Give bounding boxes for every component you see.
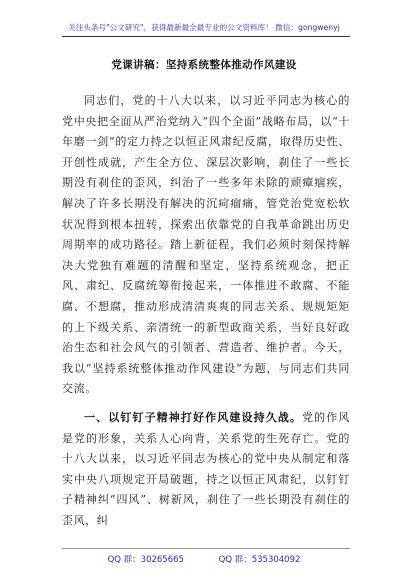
section-text: 党的作风是党的形象，关系人心向背，关系党的生死存亡。党的十八大以来，以习近平同志为核心的党中央从制定和落实中央八项规定开局破题，持之以恒正风肃纪，以钉钉子精神纠“四风”、树新风，刹住了一些长期没有刹住的歪风，纠 — [62, 410, 350, 527]
header-note: 关注头条号"公文研究"，获得最新最全最专业的公文资料库！ 微信：gongwenyj — [68, 23, 340, 32]
body-paragraph: 同志们，党的十八大以来，以习近平同志为核心的党中央把全面从严治党纳入“四个全面”战略布局，以“十年磨一剑”的定力持之以恒正风肃纪反腐，取得历史性、开创性成就，产生全方位、深层次影响，刹住了一些长期没有刹住的歪风，纠治了一些多年未除的顽瘴痼疾，解决了许多长期没有解决的沉疴瘤痛，管党治党宽松软状况得到根本扭转，探索出依靠党的自我革命跳出历史周期率的成功路径。踏上新征程，我们必须时刻保持解决大党独有难题的清醒和坚定，坚持系统观念，把正风、肃纪、反腐统筹衔接起来，一体推进不敢腐、不能腐、不想腐，推动形成清清爽爽的同志关系、规规矩矩的上下级关系、亲清统一的新型政商关系，当好良好政治生态和社会风气的引领者、营造者、维护者。今天，我以“坚持系统整体推动作风建设”为题，与同志们共同交流。 — [62, 94, 350, 396]
footer-divider — [62, 548, 350, 549]
document-title: 党课讲稿：坚持系统整体推动作风建设 — [111, 59, 297, 71]
header-divider — [62, 36, 350, 37]
footer-qq-group-1: QQ 群：30265665 — [107, 555, 184, 565]
section-paragraph — [62, 408, 350, 532]
section-heading: 一、以钉钉子精神打好作风建设持久战。 — [84, 410, 303, 424]
document-body — [62, 91, 350, 531]
footer-qq-group-2: QQ 群：535304092 — [218, 555, 301, 565]
footer-note — [0, 553, 408, 565]
